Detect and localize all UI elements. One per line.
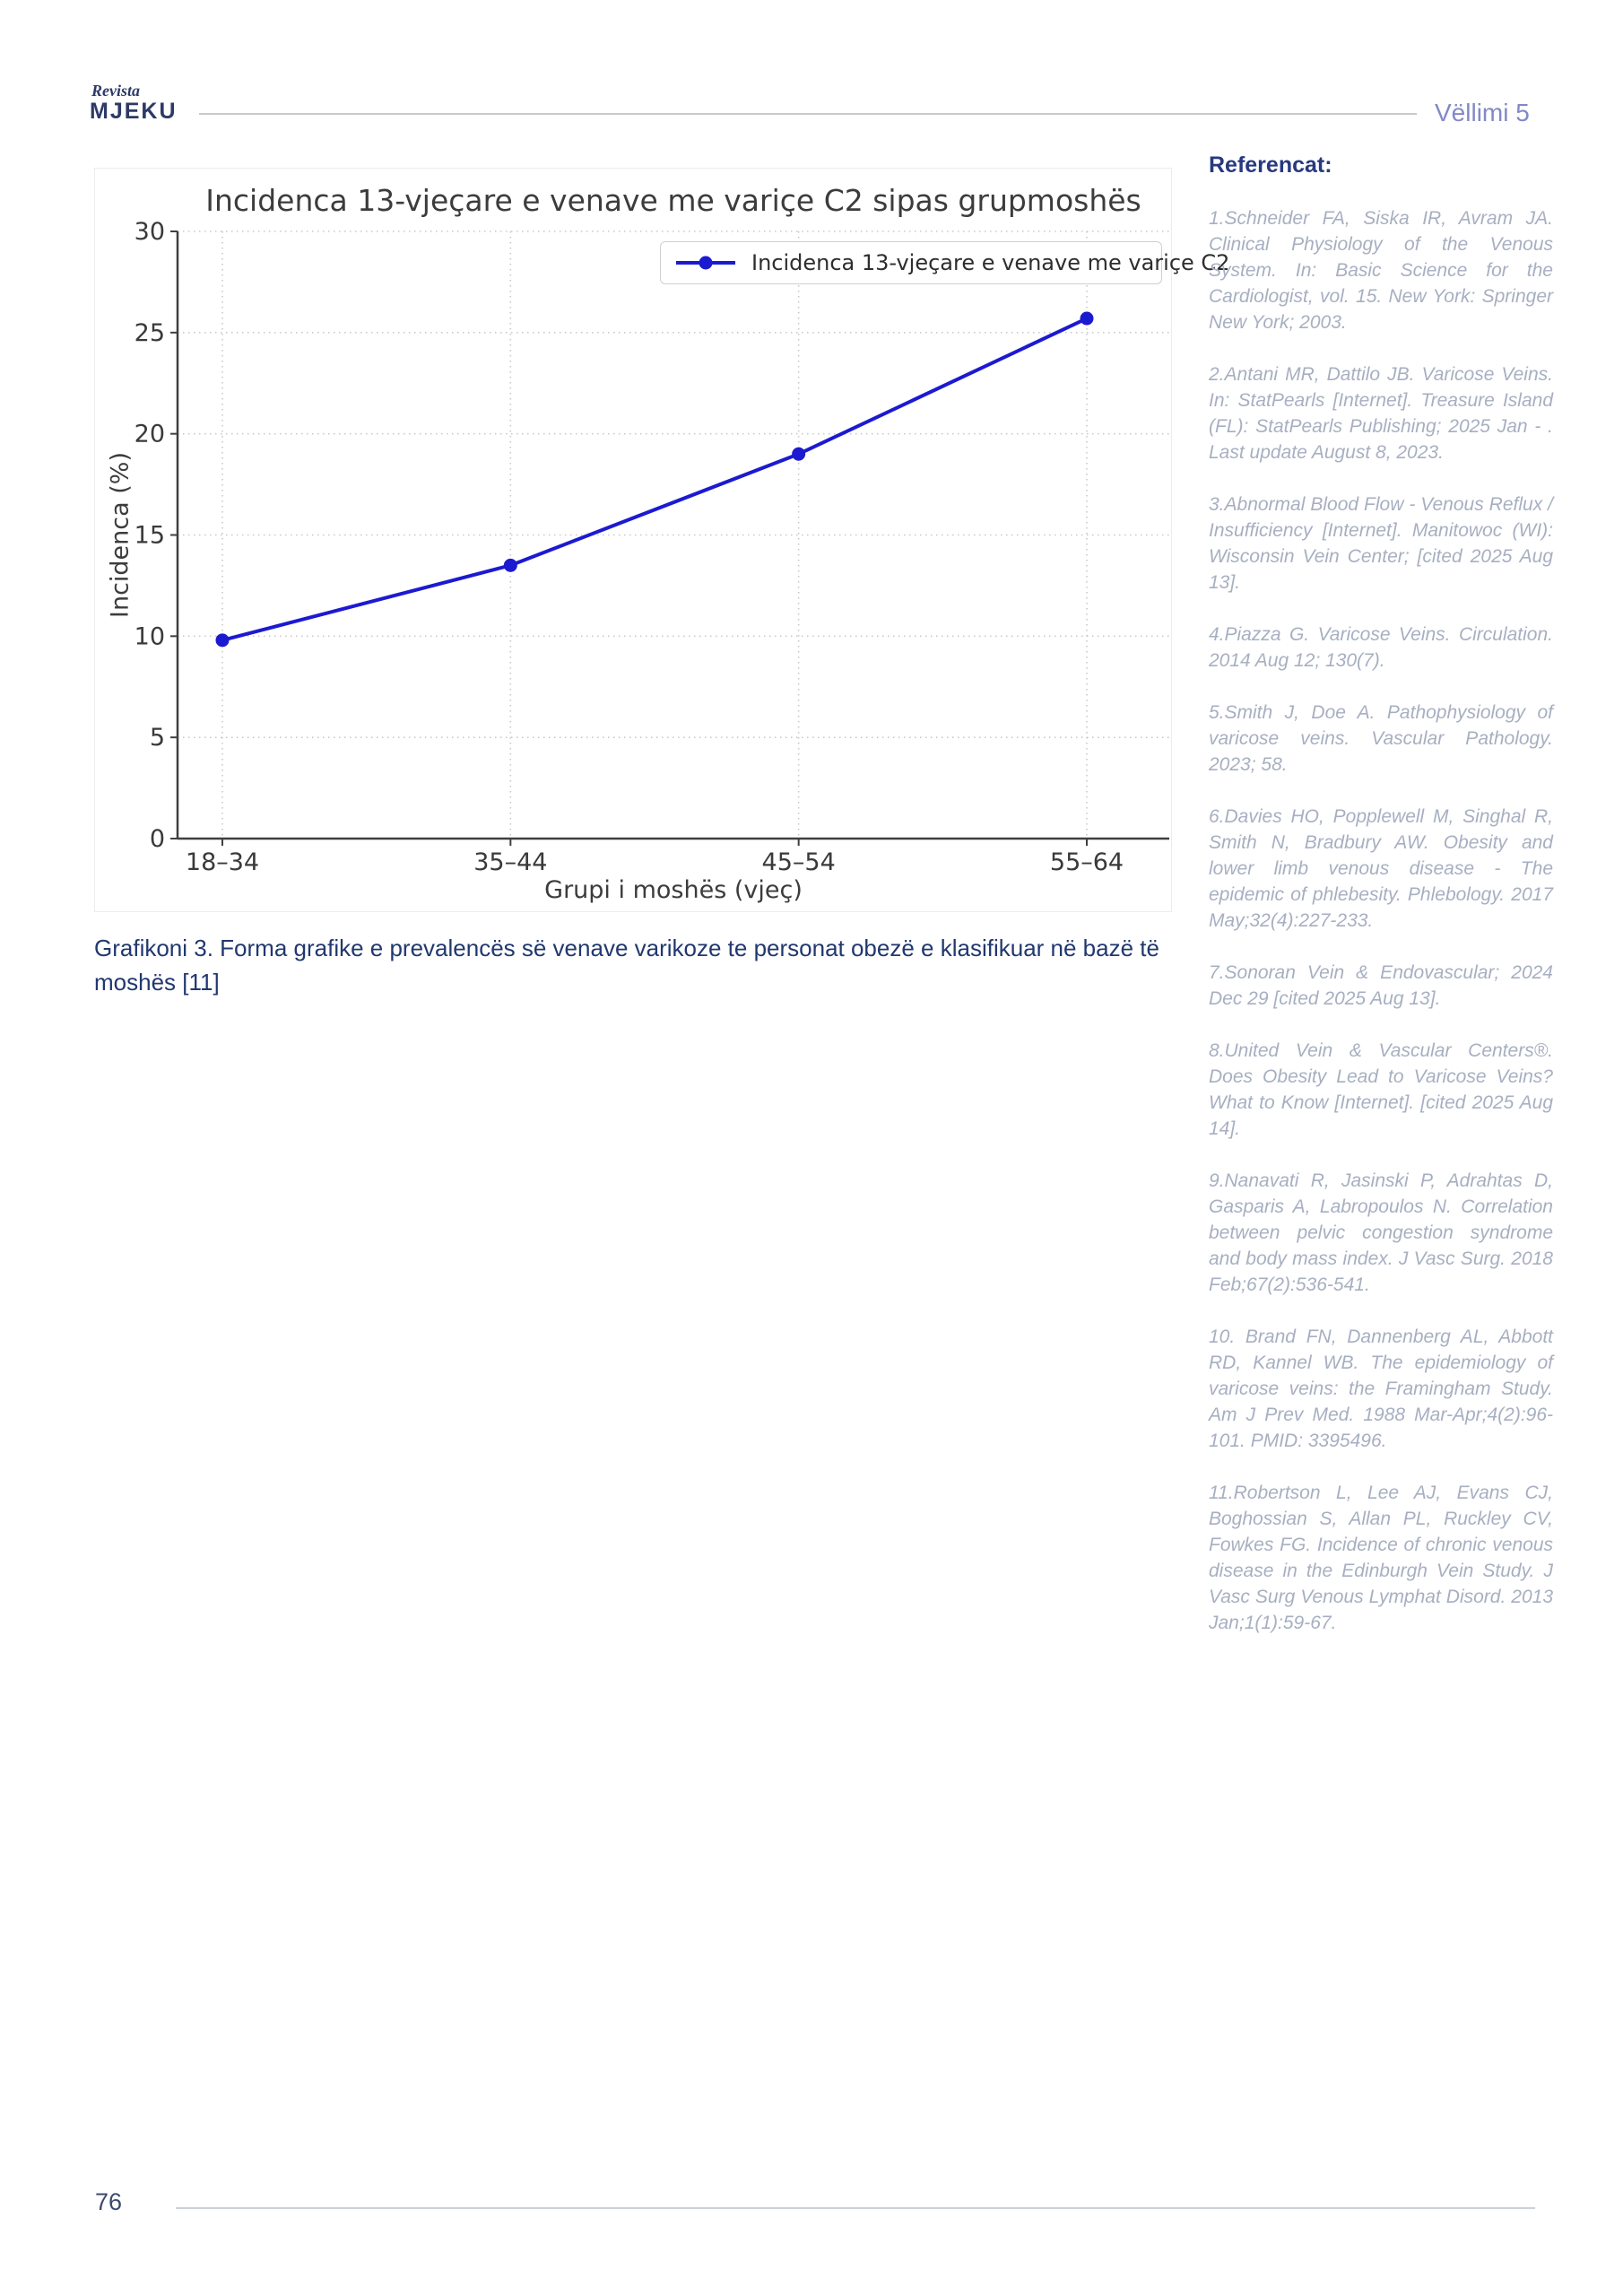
x-axis-label: Grupi i moshës (vjeç) <box>544 876 803 904</box>
reference-item: 5.Smith J, Doe A. Pathophysiology of varicose veins. Vascular Pathology. 2023; 58. <box>1209 702 1553 775</box>
legend-line-marker-icon <box>673 249 738 276</box>
reference-item: 1.Schneider FA, Siska IR, Avram JA. Clinical Physiology of the Venous System. In: Basic Science for the Cardiologist, vol. 15. New York: Springer New York; 2003. <box>1209 208 1553 333</box>
svg-text:35–44: 35–44 <box>473 848 548 876</box>
journal-logo <box>90 83 178 123</box>
references-panel <box>1209 152 1553 1662</box>
chart-title: Incidenca 13-vjeçare e venave me variçe C2 sipas grupmoshës <box>205 183 1141 218</box>
reference-item: 10. Brand FN, Dannenberg AL, Abbott RD, Kannel WB. The epidemiology of varicose veins: the Framingham Study. Am J Prev Med. 1988 Mar-Apr;4(2):96-101. PMID: 3395496. <box>1209 1326 1553 1451</box>
svg-text:5: 5 <box>149 724 165 752</box>
svg-text:18–34: 18–34 <box>185 848 260 876</box>
references-heading: Referencat: <box>1209 152 1332 178</box>
reference-item: 2.Antani MR, Dattilo JB. Varicose Veins. In: StatPearls [Internet]. Treasure Island (FL): StatPearls Publishing; 2025 Jan - . Last update August 8, 2023. <box>1209 364 1553 463</box>
chart-figure <box>94 168 1230 912</box>
reference-item: 7.Sonoran Vein & Endovascular; 2024 Dec 29 [cited 2025 Aug 13]. <box>1209 962 1553 1009</box>
svg-text:0: 0 <box>149 825 165 853</box>
volume-label: Vëllimi 5 <box>1435 99 1530 126</box>
y-axis-label: Incidenca (%) <box>106 452 135 618</box>
footer-divider <box>176 2207 1535 2209</box>
logo-mjeku-text: MJEKU <box>90 99 178 124</box>
svg-text:30: 30 <box>134 218 165 246</box>
reference-item: 9.Nanavati R, Jasinski P, Adrahtas D, Gasparis A, Labropoulos N. Correlation between pelvic congestion syndrome and body mass index. J Vasc Surg. 2018 Feb;67(2):536-541. <box>1209 1170 1553 1295</box>
reference-item: 3.Abnormal Blood Flow - Venous Reflux / Insufficiency [Internet]. Manitowoc (WI): Wisconsin Vein Center; [cited 2025 Aug 13]. <box>1209 494 1553 593</box>
logo-revista-text: Revista <box>91 82 140 100</box>
header-divider <box>199 113 1417 115</box>
svg-text:20: 20 <box>134 420 165 448</box>
reference-item: 6.Davies HO, Popplewell M, Singhal R, Smith N, Bradbury AW. Obesity and lower limb venous disease - The epidemic of phlebesity. Phlebology. 2017 May;32(4):227-233. <box>1209 806 1553 931</box>
chart-legend <box>660 241 1230 284</box>
svg-text:15: 15 <box>134 521 165 550</box>
reference-item: 8.United Vein & Vascular Centers®. Does Obesity Lead to Varicose Veins? What to Know [Internet]. [cited 2025 Aug 14]. <box>1209 1040 1553 1139</box>
svg-text:25: 25 <box>134 318 165 347</box>
reference-item: 11.Robertson L, Lee AJ, Evans CJ, Boghossian S, Allan PL, Ruckley CV, Fowkes FG. Incidence of chronic venous disease in the Edinburgh Vein Study. J Vasc Surg Venous Lymphat Disord. 2013 Jan;1(1):59-67. <box>1209 1483 1553 1633</box>
svg-text:55–64: 55–64 <box>1049 848 1124 876</box>
svg-text:10: 10 <box>134 622 165 651</box>
reference-item: 4.Piazza G. Varicose Veins. Circulation. 2014 Aug 12; 130(7). <box>1209 624 1553 671</box>
page-number: 76 <box>95 2188 123 2215</box>
svg-text:45–54: 45–54 <box>761 848 836 876</box>
references-list <box>1209 205 1553 1636</box>
figure-caption: Grafikoni 3. Forma grafike e prevalencës së venave varikoze te personat obezë e klasifikuar në bazë të moshës [11] <box>94 935 1159 996</box>
legend-series-label: Incidenca 13-vjeçare e venave me variçe C2 <box>751 250 1230 275</box>
